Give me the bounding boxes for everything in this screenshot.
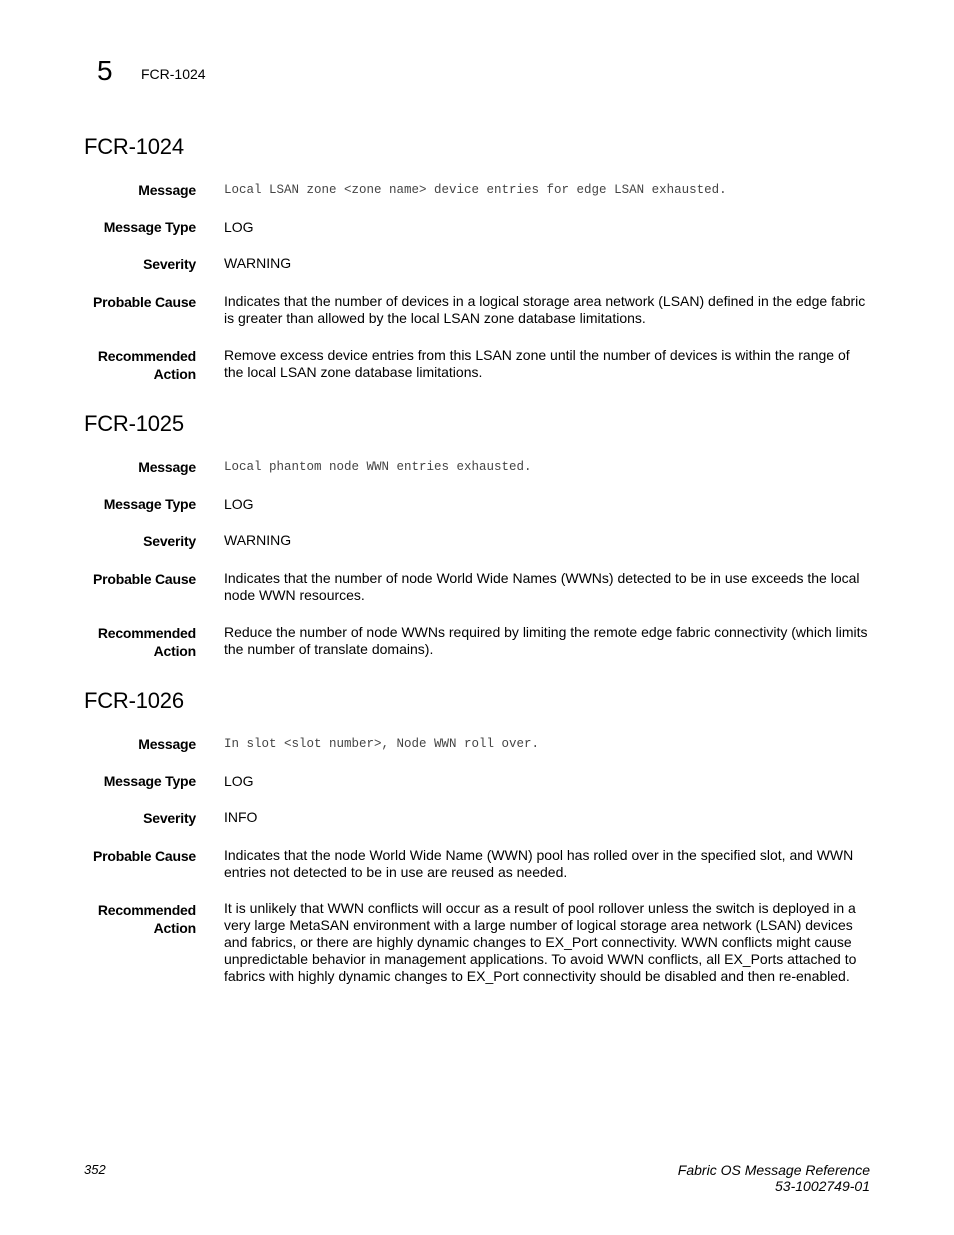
probable-cause-row xyxy=(84,555,884,609)
probable-cause-label: Probable Cause xyxy=(92,848,196,864)
severity-row xyxy=(84,240,884,278)
recommended-action-label xyxy=(84,901,196,937)
recommended-action-text: It is unlikely that WWN conflicts will occur as a result of pool rollover unless the switch is deployed in a very large MetaSAN environment with a large number of logical storage area network (LSAN) devices and fabrics, or there are highly dynamic changes to EX_Port connectivity. WWN conflicts might cause unpredictable behavior in management applications. To avoid WWN conflicts, all EX_Ports attached to fabrics with highly dynamic changes to EX_Port connectivity should be disabled and then re-enabled. xyxy=(224,900,857,984)
section-heading: FCR-1025 xyxy=(84,411,184,436)
message-type-value: LOG xyxy=(224,219,254,235)
severity-value: WARNING xyxy=(224,532,292,548)
recommended-action-label xyxy=(84,347,196,383)
document-number: 53-1002749-01 xyxy=(775,1178,870,1194)
chapter-number: 5 xyxy=(97,55,113,86)
message-type-row xyxy=(84,480,884,517)
message-label: Message xyxy=(138,736,196,752)
message-row xyxy=(84,443,884,480)
message-section-fcr-1026 xyxy=(84,688,884,984)
message-type-row xyxy=(84,757,884,794)
probable-cause-row xyxy=(84,832,884,886)
message-type-label: Message Type xyxy=(103,773,196,789)
probable-cause-row xyxy=(84,278,884,332)
message-type-value: LOG xyxy=(224,773,254,789)
message-type-label: Message Type xyxy=(103,219,196,235)
message-row xyxy=(84,166,884,203)
header-title: FCR-1024 xyxy=(141,66,206,82)
severity-value: INFO xyxy=(224,809,258,825)
probable-cause-text: Indicates that the number of devices in a logical storage area network (LSAN) defined in the edge fabric is greater than allowed by the local LSAN zone database limitations. xyxy=(224,293,866,326)
message-label: Message xyxy=(138,459,196,475)
section-heading: FCR-1026 xyxy=(84,688,184,713)
recommended-label-line2: Action xyxy=(153,366,196,382)
section-heading: FCR-1024 xyxy=(84,134,184,159)
message-section-fcr-1024 xyxy=(84,134,884,400)
message-text: Local LSAN zone <zone name> device entries for edge LSAN exhausted. xyxy=(224,183,727,197)
severity-label: Severity xyxy=(143,256,196,272)
severity-label: Severity xyxy=(143,810,196,826)
recommended-action-row xyxy=(84,332,884,400)
recommended-label-line2: Action xyxy=(153,643,196,659)
recommended-label-line1: Recommended xyxy=(97,348,196,364)
recommended-action-label xyxy=(84,624,196,660)
probable-cause-label: Probable Cause xyxy=(92,294,196,310)
message-section-fcr-1025 xyxy=(84,411,884,677)
recommended-action-text: Reduce the number of node WWNs required by limiting the remote edge fabric connectivity (which limits the number of translate domains). xyxy=(224,624,868,657)
message-row xyxy=(84,720,884,757)
probable-cause-text: Indicates that the node World Wide Name (WWN) pool has rolled over in the specified slot, and WWN entries not detected to be in use are reused as needed. xyxy=(224,847,854,880)
probable-cause-text: Indicates that the number of node World Wide Names (WWNs) detected to be in use exceeds the local node WWN resources. xyxy=(224,570,860,603)
severity-row xyxy=(84,517,884,555)
probable-cause-label: Probable Cause xyxy=(92,571,196,587)
severity-label: Severity xyxy=(143,533,196,549)
recommended-label-line1: Recommended xyxy=(97,625,196,641)
severity-value: WARNING xyxy=(224,255,292,271)
severity-row xyxy=(84,794,884,832)
recommended-label-line2: Action xyxy=(153,920,196,936)
message-label: Message xyxy=(138,182,196,198)
recommended-action-text: Remove excess device entries from this LSAN zone until the number of devices is within the range of the local LSAN zone database limitations. xyxy=(224,347,850,380)
message-type-row xyxy=(84,203,884,240)
message-text: In slot <slot number>, Node WWN roll over. xyxy=(224,737,540,751)
message-type-label: Message Type xyxy=(103,496,196,512)
page-number: 352 xyxy=(84,1162,106,1177)
recommended-action-row xyxy=(84,886,884,984)
document-footer xyxy=(678,1162,870,1194)
message-type-value: LOG xyxy=(224,496,254,512)
document-title: Fabric OS Message Reference xyxy=(677,1162,870,1178)
recommended-label-line1: Recommended xyxy=(97,902,196,918)
recommended-action-row xyxy=(84,609,884,677)
message-text: Local phantom node WWN entries exhausted. xyxy=(224,460,532,474)
